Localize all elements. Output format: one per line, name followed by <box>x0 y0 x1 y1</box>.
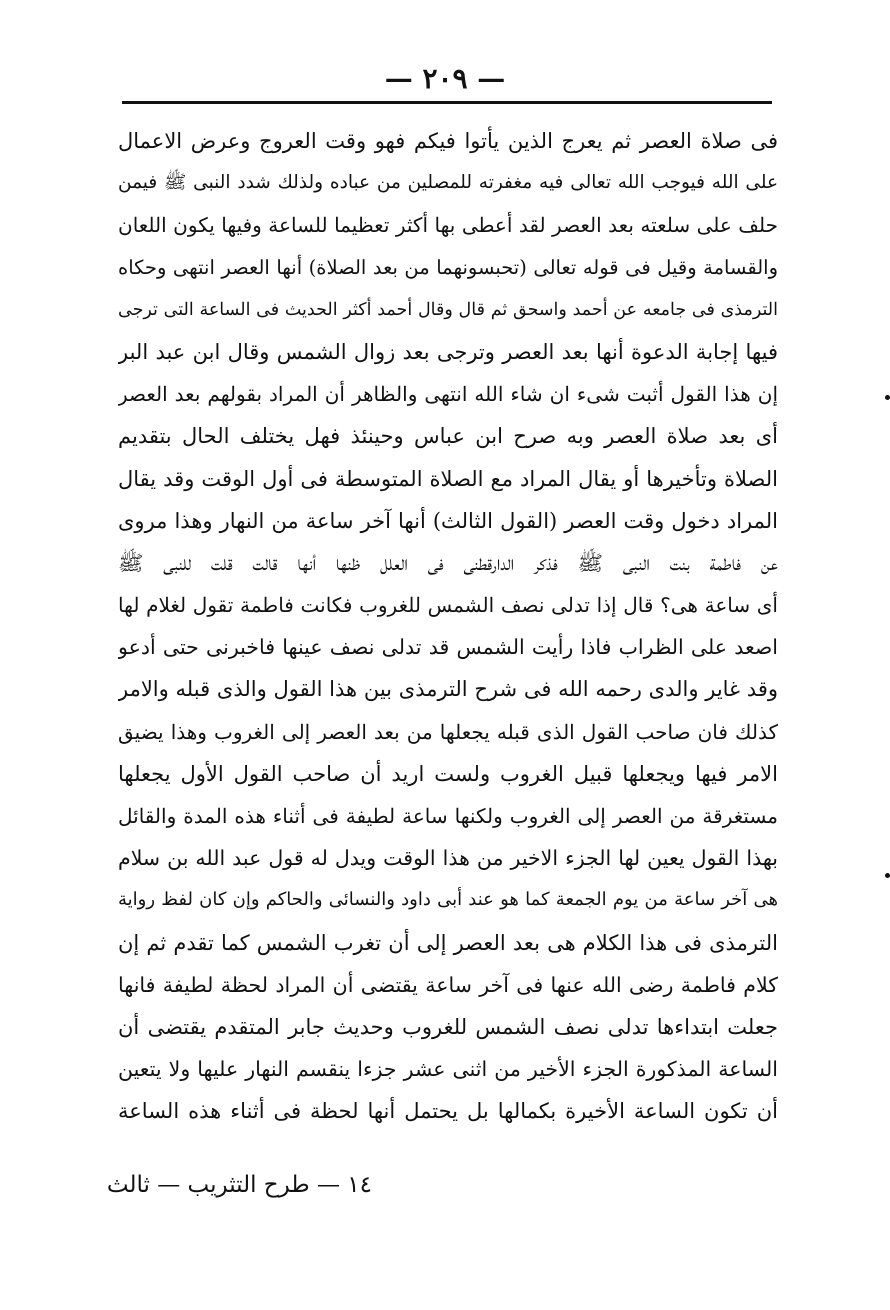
text-line: أن تكون الساعة الأخيرة بكمالها بل يحتمل أنها لحظة فى أثناء هذه الساعة <box>118 1099 778 1124</box>
text-line: وقد غاير والدى رحمه الله فى شرح الترمذى بين هذا القول والذى قبله والامر <box>118 677 778 702</box>
text-line: كذلك فان صاحب القول الذى قبله يجعلها من بعد العصر إلى الغروب وهذا يضيق <box>118 719 778 744</box>
header-rule <box>122 101 772 104</box>
text-line: اصعد على الظراب فاذا رأيت الشمس قد تدلى نصف عينها فاخبرنى حتى أدعو <box>118 635 778 660</box>
text-line: على الله فيوجب الله تعالى فيه مغفرته للمصلين من عباده ولذلك شدد النبى ﷺ فيمن <box>118 172 778 194</box>
text-line: عن فاطمة بنت النبى ﷺ فذكر الدارقطنى فى العلل ظنها أنها قالت قلت للنبى ﷺ <box>118 550 778 575</box>
margin-mark <box>885 873 890 878</box>
text-line: جعلت ابتداءها تدلى نصف الشمس للغروب وحديث جابر المتقدم يقتضى أن <box>118 1014 778 1039</box>
text-line: بهذا القول يعين لها الجزء الاخير من هذا الوقت ويدل له قول عبد الله بن سلام <box>118 846 778 871</box>
text-line: حلف على سلعته بعد العصر لقد أعطى بها أكثر تعظيما للساعة وفيها يكون اللعان <box>118 213 778 238</box>
text-line: الترمذى فى هذا الكلام هى بعد العصر إلى أن تغرب الشمس كما تقدم ثم إن <box>118 930 778 955</box>
text-line: الصلاة وتأخيرها أو يقال المراد مع الصلاة المتوسطة فى أول الوقت وقد يقال <box>118 466 778 491</box>
text-line: المراد دخول وقت العصر (القول الثالث) أنها آخر ساعة من النهار وهذا مروى <box>118 508 778 533</box>
text-line: كلام فاطمة رضى الله عنها فى آخر ساعة يقتضى أن المراد لحظة لطيفة فانها <box>118 972 778 997</box>
text-line: إن هذا القول أثبت شىء ان شاء الله انتهى والظاهر أن المراد بقولهم بعد العصر <box>118 382 778 407</box>
text-line: هى آخر ساعة من يوم الجمعة كما هو عند أبى داود والنسائى والحاكم وإن كان لفظ رواية <box>118 889 778 911</box>
text-line: مستغرقة من العصر إلى الغروب ولكنها ساعة لطيفة فى أثناء هذه المدة والقائل <box>118 804 778 828</box>
body-text <box>118 120 778 1133</box>
text-line: فى صلاة العصر ثم يعرج الذين يأتوا فيكم فهو وقت العروج وعرض الاعمال <box>118 129 778 153</box>
margin-mark <box>885 395 890 400</box>
text-line: والقسامة وقيل فى قوله تعالى (تحبسونهما من بعد الصلاة) أنها العصر انتهى وحكاه <box>118 255 778 279</box>
text-line: أى ساعة هى؟ قال إذا تدلى نصف الشمس للغروب فكانت فاطمة تقول لغلام لها <box>118 593 778 618</box>
text-line: الامر فيها ويجعلها قبيل الغروب ولست اريد أن صاحب القول الأول يجعلها <box>118 761 778 786</box>
text-line: فيها إجابة الدعوة أنها بعد العصر وترجى بعد زوال الشمس وقال ابن عبد البر <box>118 339 778 364</box>
text-line: أى بعد صلاة العصر وبه صرح ابن عباس وحينئذ فهل يختلف الحال بتقديم <box>118 424 778 449</box>
text-line: الساعة المذكورة الجزء الأخير من اثنى عشر جزءا ينقسم النهار عليها ولا يتعين <box>118 1057 778 1082</box>
text-line: الترمذى فى جامعه عن أحمد واسحق ثم قال وقال أحمد أكثر الحديث فى الساعة التى ترجى <box>118 299 778 320</box>
page-number: — ٢٠٩ — <box>384 62 506 95</box>
printer-signature: ١٤ — طرح التثريب — ثالث <box>106 1172 372 1198</box>
